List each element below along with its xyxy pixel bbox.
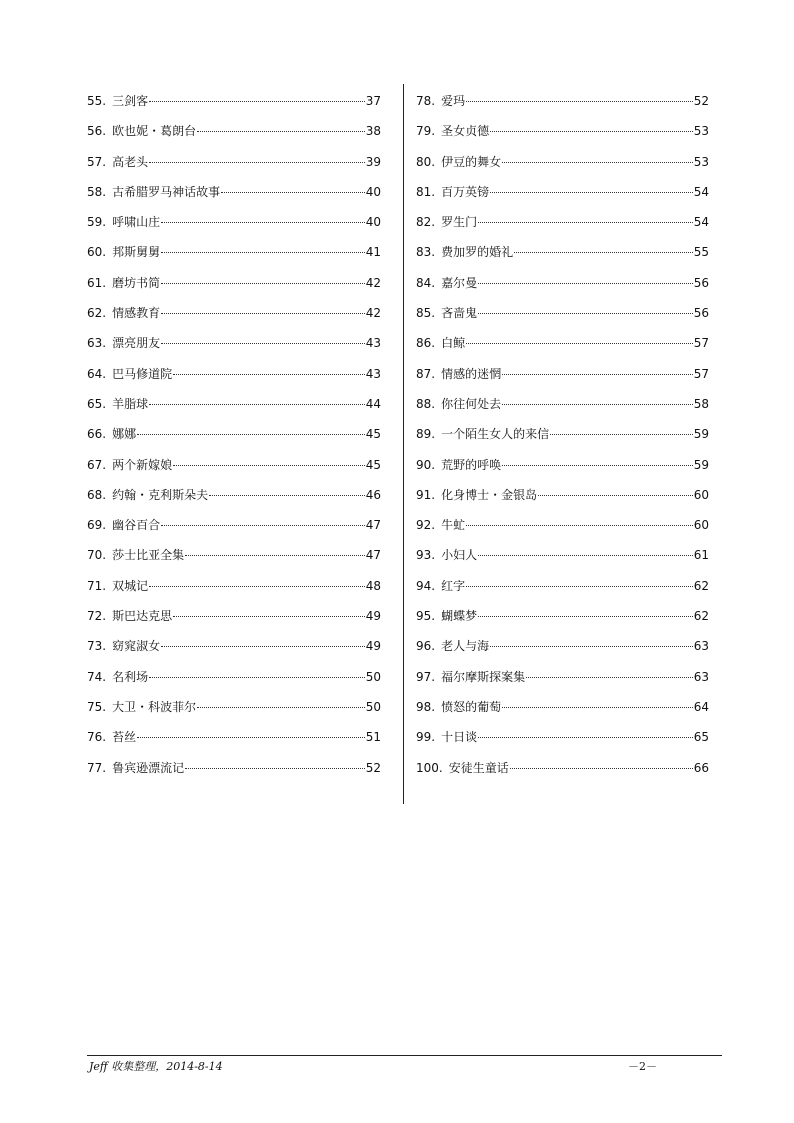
toc-entry-title: 白鲸	[441, 336, 466, 351]
toc-entry-title: 荒野的呼唤	[441, 457, 502, 472]
dot-leader	[502, 374, 693, 375]
dot-leader	[478, 616, 693, 617]
toc-entry-page: 62	[693, 578, 709, 593]
toc-entry-number: 93.	[416, 548, 436, 563]
toc-entry-title: 十日谈	[441, 730, 478, 745]
toc-entry[interactable]	[87, 510, 381, 540]
toc-entry-number: 77.	[87, 760, 107, 775]
toc-entry-number: 74.	[87, 669, 107, 684]
toc-entry-page: 63	[693, 639, 709, 654]
toc-entry-page: 48	[365, 578, 381, 593]
column-divider	[403, 84, 404, 804]
toc-entry-title: 双城记	[112, 578, 149, 593]
dot-leader	[197, 131, 365, 132]
toc-entry[interactable]	[87, 450, 381, 480]
toc-entry-page: 45	[365, 457, 381, 472]
toc-entry-title: 大卫・科波菲尔	[112, 699, 197, 714]
toc-entry-title: 圣女贞德	[441, 124, 490, 139]
toc-entry-number: 78.	[416, 94, 436, 108]
dot-leader	[502, 404, 693, 405]
toc-entry-title: 愤怒的葡萄	[441, 699, 502, 714]
toc-entry-title: 高老头	[112, 154, 149, 169]
toc-entry-page: 47	[365, 518, 381, 533]
toc-entry-number: 56.	[87, 124, 107, 139]
toc-entry-title: 邦斯舅舅	[112, 245, 161, 260]
toc-entry-title: 莎士比亚全集	[112, 548, 185, 563]
toc-entry-page: 65	[693, 730, 709, 745]
dot-leader	[161, 252, 365, 253]
toc-entry-number: 97.	[416, 669, 436, 684]
toc-entry-number: 76.	[87, 730, 107, 745]
toc-entry-number: 69.	[87, 518, 107, 533]
toc-entry-number: 73.	[87, 639, 107, 654]
toc-entry-title: 福尔摩斯探案集	[441, 669, 526, 684]
toc-entry[interactable]	[87, 631, 381, 661]
toc-entry[interactable]	[416, 631, 709, 661]
toc-entry-title: 吝啬鬼	[441, 306, 478, 321]
toc-entry-page: 37	[365, 94, 381, 108]
toc-entry-title: 窈窕淑女	[112, 639, 161, 654]
dot-leader	[510, 768, 693, 769]
toc-entry-number: 64.	[87, 366, 107, 381]
toc-entry[interactable]	[416, 692, 709, 722]
toc-entry[interactable]	[416, 480, 709, 510]
toc-entry-title: 化身博士・金银岛	[441, 487, 538, 502]
dot-leader	[466, 525, 693, 526]
toc-entry-page: 61	[693, 548, 709, 563]
dot-leader	[149, 586, 365, 587]
dot-leader	[185, 768, 365, 769]
toc-entry-page: 54	[693, 184, 709, 199]
toc-entry-page: 51	[365, 730, 381, 745]
toc-entry-title: 斯巴达克思	[112, 609, 173, 624]
dot-leader	[161, 222, 365, 223]
dot-leader	[538, 495, 693, 496]
toc-entry-title: 约翰・克利斯朵夫	[112, 487, 209, 502]
toc-entry-number: 87.	[416, 366, 436, 381]
toc-entry[interactable]	[416, 298, 709, 328]
dot-leader	[161, 283, 365, 284]
toc-entry[interactable]	[416, 237, 709, 267]
toc-entry[interactable]	[87, 419, 381, 449]
toc-entry-title: 牛虻	[441, 518, 466, 533]
toc-entry-title: 百万英镑	[441, 184, 490, 199]
toc-entry-title: 鲁宾逊漂流记	[112, 760, 185, 775]
toc-entry-title: 呼啸山庄	[112, 215, 161, 230]
toc-entry-page: 38	[365, 124, 381, 139]
toc-entry-page: 58	[693, 396, 709, 411]
toc-entry-number: 62.	[87, 306, 107, 321]
toc-entry-number: 90.	[416, 457, 436, 472]
toc-entry[interactable]	[416, 177, 709, 207]
dot-leader	[137, 434, 365, 435]
toc-entry[interactable]	[87, 116, 381, 146]
dot-leader	[514, 252, 693, 253]
toc-entry-title: 情感的迷惘	[441, 366, 502, 381]
dot-leader	[526, 677, 693, 678]
toc-entry-page: 45	[365, 427, 381, 442]
toc-entry[interactable]	[416, 571, 709, 601]
toc-entry-page: 43	[365, 366, 381, 381]
toc-entry-page: 52	[693, 94, 709, 108]
toc-entry-page: 63	[693, 669, 709, 684]
toc-entry-page: 42	[365, 306, 381, 321]
toc-entry[interactable]	[416, 419, 709, 449]
dot-leader	[478, 283, 693, 284]
dot-leader	[478, 737, 693, 738]
dot-leader	[161, 646, 365, 647]
toc-entry-page: 53	[693, 154, 709, 169]
toc-entry[interactable]	[416, 207, 709, 237]
dot-leader	[173, 616, 365, 617]
toc-entry-title: 伊豆的舞女	[441, 154, 502, 169]
toc-entry-number: 84.	[416, 275, 436, 290]
toc-entry-number: 59.	[87, 215, 107, 230]
toc-entry[interactable]	[87, 207, 381, 237]
toc-entry-title: 费加罗的婚礼	[441, 245, 514, 260]
toc-entry-title: 古希腊罗马神话故事	[112, 184, 221, 199]
toc-entry-number: 71.	[87, 578, 107, 593]
dot-leader	[137, 737, 365, 738]
toc-entry-number: 94.	[416, 578, 436, 593]
toc-entry-number: 86.	[416, 336, 436, 351]
toc-entry-number: 100.	[416, 760, 443, 775]
toc-entry-title: 蝴蝶梦	[441, 609, 478, 624]
toc-entry[interactable]	[416, 389, 709, 419]
toc-entry-number: 67.	[87, 457, 107, 472]
dot-leader	[490, 131, 693, 132]
toc-entry[interactable]	[416, 510, 709, 540]
toc-entry[interactable]	[87, 540, 381, 570]
toc-entry-title: 罗生门	[441, 215, 478, 230]
toc-entry-page: 50	[365, 669, 381, 684]
toc-entry[interactable]	[416, 328, 709, 358]
toc-entry-page: 54	[693, 215, 709, 230]
dot-leader	[161, 525, 365, 526]
toc-entry-page: 57	[693, 336, 709, 351]
toc-entry-page: 43	[365, 336, 381, 351]
toc-entry-title: 爱玛	[441, 94, 466, 108]
toc-entry-number: 95.	[416, 609, 436, 624]
dot-leader	[466, 101, 693, 102]
toc-entry-page: 64	[693, 699, 709, 714]
toc-entry[interactable]	[87, 359, 381, 389]
dot-leader	[149, 101, 365, 102]
toc-entry-title: 苔丝	[112, 730, 137, 745]
toc-entry[interactable]	[87, 571, 381, 601]
dot-leader	[550, 434, 693, 435]
toc-entry-page: 56	[693, 275, 709, 290]
dot-leader	[173, 374, 365, 375]
dot-leader	[502, 162, 693, 163]
toc-entry-number: 58.	[87, 184, 107, 199]
toc-entry-page: 42	[365, 275, 381, 290]
toc-entry-title: 红字	[441, 578, 466, 593]
toc-entry[interactable]	[416, 359, 709, 389]
toc-entry[interactable]	[87, 480, 381, 510]
dot-leader	[502, 465, 693, 466]
dot-leader	[149, 162, 365, 163]
toc-entry[interactable]	[416, 268, 709, 298]
dot-leader	[161, 343, 365, 344]
toc-entry-page: 46	[365, 487, 381, 502]
toc-entry-number: 80.	[416, 154, 436, 169]
toc-entry-page: 57	[693, 366, 709, 381]
toc-entry[interactable]	[87, 662, 381, 692]
dot-leader	[221, 192, 365, 193]
toc-entry-number: 57.	[87, 154, 107, 169]
toc-entry-number: 70.	[87, 548, 107, 563]
toc-entry-page: 40	[365, 215, 381, 230]
toc-entry[interactable]	[87, 177, 381, 207]
toc-entry-page: 50	[365, 699, 381, 714]
toc-entry[interactable]	[87, 268, 381, 298]
dot-leader	[478, 555, 693, 556]
toc-entry[interactable]	[416, 722, 709, 752]
toc-entry-title: 小妇人	[441, 548, 478, 563]
toc-entry-title: 老人与海	[441, 639, 490, 654]
toc-entry[interactable]	[87, 237, 381, 267]
toc-entry-page: 53	[693, 124, 709, 139]
toc-entry-number: 65.	[87, 396, 107, 411]
toc-entry-number: 63.	[87, 336, 107, 351]
toc-entry-page: 59	[693, 427, 709, 442]
toc-entry-page: 52	[365, 760, 381, 775]
toc-entry-page: 59	[693, 457, 709, 472]
toc-entry-page: 39	[365, 154, 381, 169]
toc-entry-number: 61.	[87, 275, 107, 290]
toc-entry[interactable]	[416, 662, 709, 692]
toc-entry-number: 98.	[416, 699, 436, 714]
toc-entry-title: 嘉尔曼	[441, 275, 478, 290]
toc-entry[interactable]	[87, 86, 381, 116]
toc-entry[interactable]	[87, 298, 381, 328]
toc-entry[interactable]	[87, 753, 381, 783]
toc-entry-number: 92.	[416, 518, 436, 533]
footer-credit: Jeff 收集整理，2014-8-14	[89, 1060, 223, 1073]
dot-leader	[490, 646, 693, 647]
toc-entry-page: 49	[365, 639, 381, 654]
toc-entry-page: 44	[365, 396, 381, 411]
toc-right-column	[416, 86, 709, 783]
toc-entry-title: 磨坊书简	[112, 275, 161, 290]
toc-entry[interactable]	[416, 540, 709, 570]
dot-leader	[149, 677, 365, 678]
toc-entry-page: 41	[365, 245, 381, 260]
toc-entry-title: 名利场	[112, 669, 149, 684]
toc-entry-page: 49	[365, 609, 381, 624]
toc-entry-number: 82.	[416, 215, 436, 230]
toc-entry-title: 安徒生童话	[448, 760, 509, 775]
toc-entry-title: 幽谷百合	[112, 518, 161, 533]
toc-entry[interactable]	[416, 753, 709, 783]
toc-entry[interactable]	[416, 450, 709, 480]
toc-entry-number: 75.	[87, 699, 107, 714]
dot-leader	[161, 313, 365, 314]
toc-entry-title: 两个新嫁娘	[112, 457, 173, 472]
dot-leader	[185, 555, 365, 556]
dot-leader	[478, 313, 693, 314]
toc-entry-title: 羊脂球	[112, 396, 149, 411]
toc-entry-number: 60.	[87, 245, 107, 260]
toc-entry[interactable]	[87, 147, 381, 177]
toc-entry[interactable]	[87, 389, 381, 419]
toc-left-column	[87, 86, 381, 783]
toc-entry-number: 96.	[416, 639, 436, 654]
toc-entry-number: 66.	[87, 427, 107, 442]
toc-entry-title: 情感教育	[112, 306, 161, 321]
toc-entry-title: 欧也妮・葛朗台	[112, 124, 197, 139]
toc-entry[interactable]	[416, 86, 709, 116]
toc-entry-number: 83.	[416, 245, 436, 260]
toc-entry-number: 81.	[416, 184, 436, 199]
footer-page-number: －2－	[628, 1060, 657, 1073]
dot-leader	[173, 465, 365, 466]
toc-entry[interactable]	[416, 116, 709, 146]
toc-entry-number: 89.	[416, 427, 436, 442]
toc-entry-title: 漂亮朋友	[112, 336, 161, 351]
toc-entry[interactable]	[87, 722, 381, 752]
toc-entry-page: 62	[693, 609, 709, 624]
toc-entry-page: 47	[365, 548, 381, 563]
dot-leader	[197, 707, 365, 708]
toc-entry-number: 88.	[416, 396, 436, 411]
toc-entry-title: 一个陌生女人的来信	[441, 427, 550, 442]
toc-entry[interactable]	[87, 692, 381, 722]
toc-entry-number: 55.	[87, 94, 107, 108]
toc-entry-page: 55	[693, 245, 709, 260]
dot-leader	[149, 404, 365, 405]
toc-entry-title: 娜娜	[112, 427, 137, 442]
toc-entry[interactable]	[87, 328, 381, 358]
toc-entry-title: 巴马修道院	[112, 366, 173, 381]
dot-leader	[490, 192, 693, 193]
toc-entry-number: 85.	[416, 306, 436, 321]
toc-entry-title: 你往何处去	[441, 396, 502, 411]
toc-entry-number: 68.	[87, 487, 107, 502]
footer-rule	[87, 1055, 722, 1056]
toc-entry-page: 60	[693, 487, 709, 502]
toc-entry-number: 79.	[416, 124, 436, 139]
dot-leader	[466, 343, 693, 344]
toc-entry-number: 91.	[416, 487, 436, 502]
dot-leader	[478, 222, 693, 223]
toc-entry-title: 三剑客	[112, 94, 149, 108]
toc-entry-page: 60	[693, 518, 709, 533]
dot-leader	[209, 495, 365, 496]
toc-entry-page: 66	[693, 760, 709, 775]
dot-leader	[502, 707, 693, 708]
dot-leader	[466, 586, 693, 587]
toc-entry[interactable]	[87, 601, 381, 631]
toc-entry-number: 72.	[87, 609, 107, 624]
toc-entry[interactable]	[416, 147, 709, 177]
toc-entry[interactable]	[416, 601, 709, 631]
toc-entry-page: 56	[693, 306, 709, 321]
toc-entry-page: 40	[365, 184, 381, 199]
toc-entry-number: 99.	[416, 730, 436, 745]
